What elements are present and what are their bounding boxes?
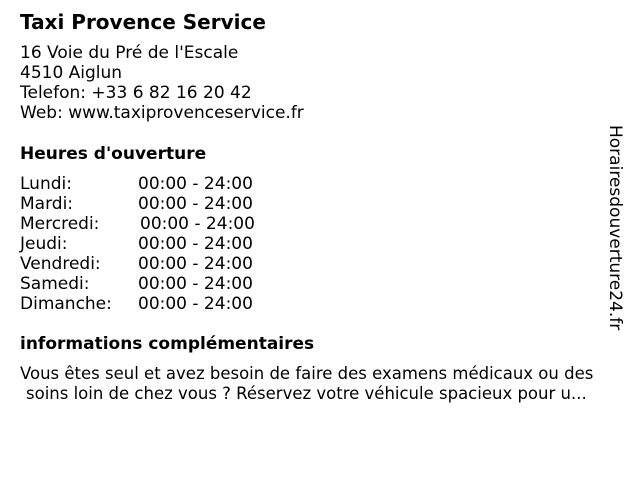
hours-time-value: 00:00 - 24:00	[138, 254, 253, 274]
city-postal: 4510 Aiglun	[20, 63, 123, 83]
hours-time-value: 00:00 - 24:00	[138, 174, 253, 194]
street-address: 16 Voie du Pré de l'Escale	[20, 43, 239, 63]
site-watermark: Horairesdouverture24.fr	[605, 125, 625, 331]
hours-day-label: Vendredi:	[20, 254, 101, 274]
description-line: soins loin de chez vous ? Réservez votre véhicule spacieux pour u...	[26, 384, 587, 403]
opening-hours-heading: Heures d'ouverture	[20, 144, 207, 164]
hours-time-value: 00:00 - 24:00	[138, 194, 253, 214]
additional-info-heading: informations complémentaires	[20, 334, 315, 354]
opening-hours-table	[20, 174, 280, 314]
hours-day-label: Dimanche:	[20, 294, 112, 314]
phone-number: Telefon: +33 6 82 16 20 42	[20, 83, 252, 103]
hours-day-label: Jeudi:	[20, 234, 68, 254]
hours-time-value: 00:00 - 24:00	[138, 234, 253, 254]
additional-info-text	[20, 364, 624, 404]
hours-time-value: 00:00 - 24:00	[138, 294, 253, 314]
hours-row-friday	[20, 254, 280, 274]
hours-row-monday	[20, 174, 280, 194]
hours-day-label: Lundi:	[20, 174, 72, 194]
hours-day-label: Mardi:	[20, 194, 74, 214]
hours-row-saturday	[20, 274, 280, 294]
website-link: Web: www.taxiprovenceservice.fr	[20, 103, 304, 123]
business-name: Taxi Provence Service	[20, 10, 266, 34]
hours-time-value: 00:00 - 24:00	[140, 214, 255, 234]
hours-row-tuesday	[20, 194, 280, 214]
hours-row-thursday	[20, 234, 280, 254]
hours-day-label: Mercredi:	[20, 214, 100, 234]
description-line: Vous êtes seul et avez besoin de faire des examens médicaux ou des	[20, 364, 594, 383]
hours-row-wednesday	[20, 214, 280, 234]
hours-row-sunday	[20, 294, 280, 314]
hours-day-label: Samedi:	[20, 274, 90, 294]
contact-block	[20, 43, 304, 123]
hours-time-value: 00:00 - 24:00	[138, 274, 253, 294]
